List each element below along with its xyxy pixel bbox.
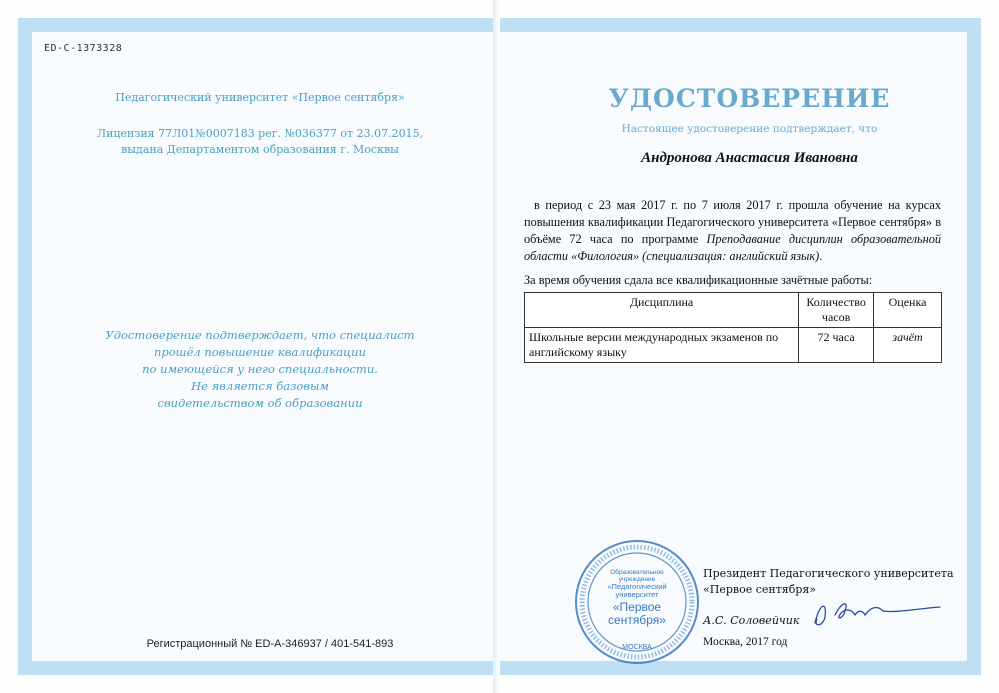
stamp-text: университет <box>615 590 659 599</box>
registration-number: Регистрационный № ED-A-346937 / 401-541-893 <box>146 638 394 650</box>
university-name: Педагогический университет «Первое сентября» <box>115 91 405 104</box>
stamp-text: учреждение <box>618 576 656 583</box>
certificate-subtitle: Настоящее удостоверение подтверждает, что <box>621 123 878 135</box>
training-description <box>524 197 941 265</box>
stamp-text: «Педагогический <box>607 582 667 591</box>
certificate-note <box>60 327 460 412</box>
serial-number: ED-C-1373328 <box>44 43 123 54</box>
works-statement: За время обучения сдала все квалификационные зачётные работы: <box>524 273 873 287</box>
stamp-text: Образовательное <box>610 569 664 576</box>
body-text: в период с 23 мая 2017 г. по 7 июля 2017 г. прошла обучение на курсах повышения квалификации Педагогического университета «Первое сентября» в объёме 72 часа по программе <box>524 198 941 246</box>
recipient-name: Андронова Анастасия Ивановна <box>641 150 858 166</box>
right-page <box>500 0 999 693</box>
table-row <box>525 328 942 363</box>
stamp-text: «Первое <box>612 600 662 614</box>
note-line: Не является базовым <box>191 379 329 393</box>
note-line: прошёл повышение квалификации <box>153 345 366 359</box>
grades-table <box>524 292 942 363</box>
place-and-year: Москва, 2017 год <box>703 636 788 648</box>
president-line: «Первое сентября» <box>703 583 817 596</box>
official-stamp <box>572 538 702 666</box>
handwritten-signature <box>805 585 945 635</box>
note-line: свидетельством об образовании <box>157 396 363 410</box>
license-line: выдана Департаментом образования г. Москвы <box>121 143 399 156</box>
column-header: Оценка <box>874 293 942 328</box>
column-header: Количество часов <box>799 293 874 328</box>
stamp-city: МОСКВА <box>622 644 652 651</box>
column-header: Дисциплина <box>525 293 799 328</box>
stamp-text: сентября» <box>608 613 666 627</box>
signer-name: А.С. Соловейчик <box>703 614 800 627</box>
grade-cell: зачёт <box>874 328 942 363</box>
license-line: Лицензия 77Л01№0007183 рег. №036377 от 23.07.2015, <box>96 127 424 140</box>
certificate-title: УДОСТОВЕРЕНИЕ <box>608 84 891 113</box>
table-header-row <box>525 293 942 328</box>
note-line: Удостоверение подтверждает, что специалист <box>105 328 415 342</box>
hours-cell: 72 часа <box>799 328 874 363</box>
discipline-cell: Школьные версии международных экзаменов по английскому языку <box>525 328 799 363</box>
license-info <box>40 126 480 158</box>
program-name: Преподавание дисциплин образовательной области «Филология» (специализация: английский язык) <box>524 232 942 263</box>
note-line: по имеющейся у него специальности. <box>142 362 378 376</box>
president-line: Президент Педагогического университета <box>703 567 954 580</box>
body-end: . <box>819 249 823 263</box>
